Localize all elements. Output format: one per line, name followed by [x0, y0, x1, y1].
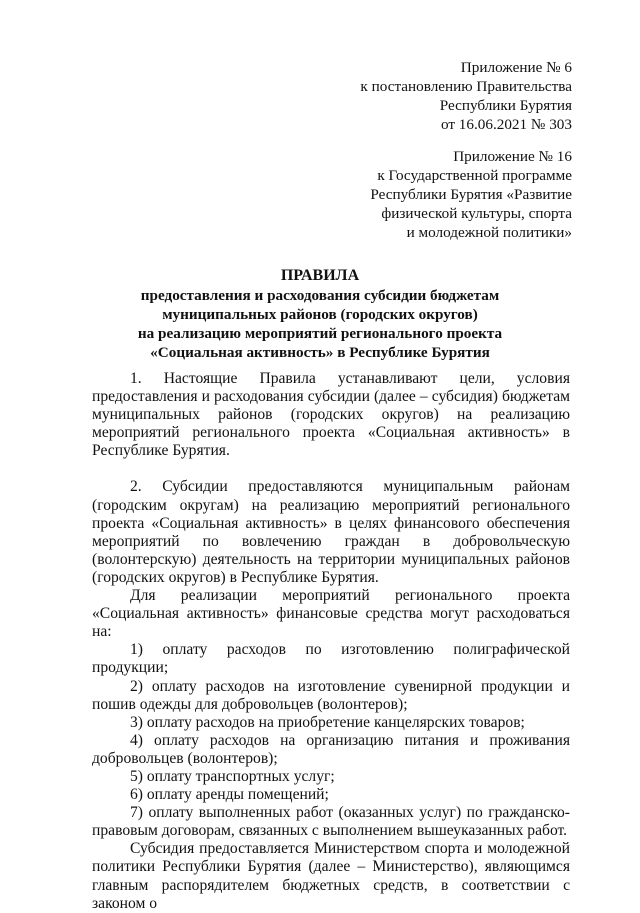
paragraph-expenses-intro: Для реализации мероприятий регионального проекта «Социальная активность» финансовые средства могут расходоваться на:	[92, 587, 570, 641]
list-item-7: 7) оплату выполненных работ (оказанных услуг) по гражданско-правовым договорам, связанных с выполнением вышеуказанных работ.	[92, 804, 570, 840]
list-item-5: 5) оплату транспортных услуг;	[130, 767, 335, 785]
appendix-16-note	[370, 147, 572, 242]
paragraph-ministry: Субсидия предоставляется Министерством спорта и молодежной политики Республики Бурятия (далее – Министерство), являющимся главным распорядителем бюджетных средств, в соответствии с законом о	[92, 840, 570, 912]
document-body	[92, 370, 570, 913]
document-title	[90, 266, 550, 362]
title-line-1: предоставления и расходования субсидии бюджетам	[140, 287, 500, 304]
paragraph-1: 1. Настоящие Правила устанавливают цели, условия предоставления и расходования субсидии (далее – субсидия) бюджетам муниципальных районов (городских округов) на реализацию мероприятий регионального проекта «Социальная активность» в Республике Бурятия.	[92, 370, 570, 460]
title-heading: ПРАВИЛА	[280, 267, 360, 284]
title-line-3: на реализацию мероприятий регионального проекта	[137, 325, 503, 342]
appendix-16-line-3: Республики Бурятия «Развитие	[370, 186, 572, 203]
appendix-16-line-1: Приложение № 16	[453, 148, 572, 165]
appendix-16-line-2: к Государственной программе	[377, 167, 572, 184]
appendix-6-note	[360, 58, 572, 134]
appendix-6-line-3: Республики Бурятия	[439, 97, 572, 114]
paragraph-2: 2. Субсидии предоставляются муниципальным районам (городским округам) на реализацию мероприятий регионального проекта «Социальная активность» в целях финансового обеспечения мероприятий по вовлечению граждан в добровольческую (волонтерскую) деятельность на территории муниципальных районов (городских округов) в Республике Бурятия.	[92, 478, 570, 586]
appendix-6-line-2: к постановлению Правительства	[360, 78, 572, 95]
list-item-1: 1) оплату расходов по изготовлению полиграфической продукции;	[92, 641, 570, 677]
appendix-6-line-1: Приложение № 6	[460, 59, 572, 76]
list-item-6: 6) оплату аренды помещений;	[130, 786, 329, 804]
title-line-4: «Социальная активность» в Республике Бурятия	[150, 344, 490, 361]
appendix-16-line-4: физической культуры, спорта	[381, 205, 572, 222]
appendix-16-line-5: и молодежной политики»	[406, 224, 572, 241]
appendix-6-line-4: от 16.06.2021 № 303	[440, 116, 572, 133]
list-item-4: 4) оплату расходов на организацию питания и проживания добровольцев (волонтеров);	[92, 731, 570, 767]
list-item-2: 2) оплату расходов на изготовление сувенирной продукции и пошив одежды для добровольцев (волонтеров);	[92, 677, 570, 713]
title-line-2: муниципальных районов (городских округов)	[162, 306, 478, 323]
list-item-3: 3) оплату расходов на приобретение канцелярских товаров;	[130, 713, 525, 731]
